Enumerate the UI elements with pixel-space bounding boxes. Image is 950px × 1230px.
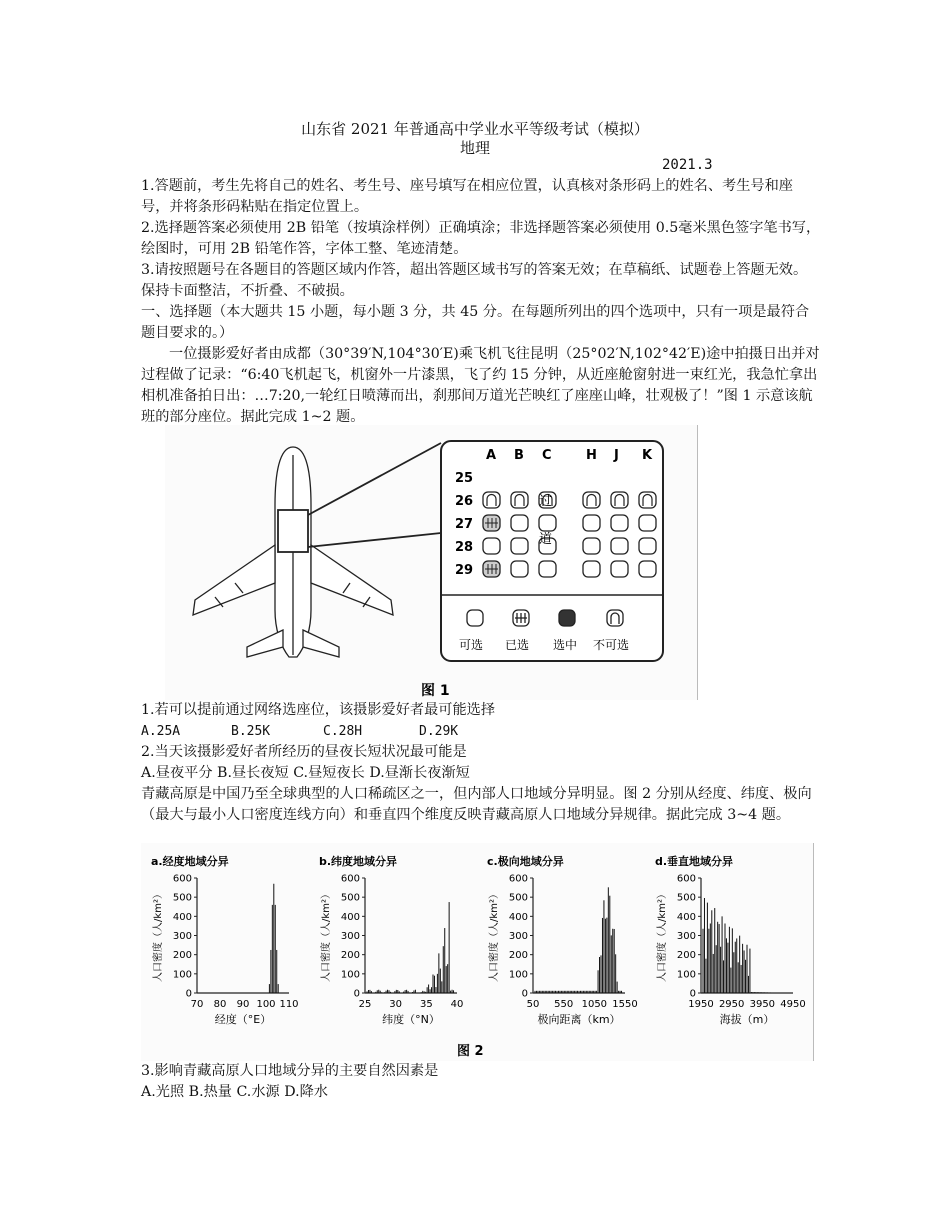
chart-y-tick-label: 100 [508,969,528,981]
q2-options: A.昼夜平分 B.昼长夜短 C.昼短夜长 D.昼渐长夜渐短 [141,765,470,781]
seat [511,561,528,577]
seat-col-label: J [614,448,619,463]
instruction-2: 2.选择题答案必须使用 2B 铅笔（按填涂样例）正确填涂；非选择题答案必须使用 0.5毫米黑色签字笔书写，绘图时，可用 2B 铅笔作答，字体工整、笔迹清楚。 [141,220,821,257]
chart-x-tick-label: 70 [190,999,204,1010]
chart-panel [319,854,463,1026]
chart-y-tick-label: 600 [340,873,360,885]
chart-panel-title: b.纬度地域分异 [319,855,398,868]
chart-y-tick-label: 300 [676,931,696,942]
legend-taken: 已选 [505,638,530,652]
seat [539,561,556,577]
chart-x-tick-label: 25 [358,999,372,1010]
chart-y-tick-label: 300 [508,931,528,942]
seat [639,515,656,531]
chart-y-tick-label: 500 [340,892,360,904]
passage-2-text: 青藏高原是中国乃至全球典型的人口稀疏区之一，但内部人口地域分异明显。图 2 分别从经度、纬度、极向（最大与最小人口密度连线方向）和垂直四个维度反映青藏高原人口地域分异规律。据此完成 3~4 题。 [141,786,812,823]
passage-2 [141,784,831,826]
chart-x-tick-label: 30 [389,999,403,1010]
seat-row-label: 28 [455,540,474,555]
chart-y-tick-label: 600 [172,873,192,885]
seat [611,515,628,531]
aisle-label-bottom: 道 [539,532,553,547]
chart-panel [487,854,638,1026]
chart-y-axis-label: 人口密度（人/km²） [657,889,668,982]
seat-col-label: K [642,448,653,463]
chart-y-tick-label: 400 [172,911,192,923]
chart-y-tick-label: 600 [676,873,696,885]
seat-col-label: H [586,448,597,463]
q1-option-d: D.29K [419,724,459,739]
chart-x-tick-label: 100 [256,999,276,1010]
chart-x-axis-label: 海拔（m） [719,1013,775,1026]
q2-stem: 2.当天该摄影爱好者所经历的昼夜长短状况最可能是 [141,744,467,760]
chart-y-tick-label: 100 [172,969,192,981]
exam-title: 山东省 2021 年普通高中学业水平等级考试（模拟） [301,120,649,138]
seat-col-label: C [542,448,552,463]
chart-x-tick-label: 1950 [688,999,714,1010]
figure-2 [141,843,814,1061]
section-heading: 一、选择题（本大题共 15 小题，每小题 3 分，共 45 分。在每题所列出的四个选项中，只有一项是最符合题目要求的。） [141,304,810,341]
chart-x-tick-label: 90 [236,999,250,1010]
chart-y-tick-label: 500 [508,892,528,904]
chart-x-tick-label: 50 [526,999,540,1010]
seat [611,561,628,577]
chart-x-tick-label: 80 [213,999,227,1010]
chart-y-tick-label: 0 [521,988,528,1000]
legend-unavailable: 不可选 [593,638,630,652]
seat [583,538,600,554]
chart-y-tick-label: 200 [508,950,528,962]
seat [611,538,628,554]
seat-row-label: 26 [455,494,474,509]
aisle-label-top: 过 [539,494,553,509]
chart-y-tick-label: 400 [508,911,528,923]
chart-y-tick-label: 200 [676,950,696,962]
chart-y-tick-label: 500 [172,892,192,904]
chart-x-tick-label: 110 [279,999,299,1010]
question-3 [141,1061,821,1103]
seat [583,561,600,577]
q1-stem: 1.若可以提前通过网络选座位，该摄影爱好者最可能选择 [141,702,496,718]
chart-y-tick-label: 600 [508,873,528,885]
figure-1-svg [165,425,697,700]
chart-x-tick-label: 3950 [749,999,776,1010]
chart-x-axis-label: 极向距离（km） [537,1013,621,1026]
instruction-3: 3.请按照题号在各题目的答题区域内作答，超出答题区域书写的答案无效；在草稿纸、试题卷上答题无效。保持卡面整洁，不折叠、不破损。 [141,262,808,299]
chart-y-axis-label: 人口密度（人/km²） [489,889,500,982]
figure-2-svg [141,843,813,1061]
legend-available-icon [467,610,483,626]
chart-y-tick-label: 200 [172,950,192,962]
seat [639,538,656,554]
chart-panel [655,854,806,1026]
chart-x-axis-label: 经度（°E） [214,1013,272,1026]
chart-x-tick-label: 1050 [581,999,608,1010]
seat [511,515,528,531]
seat-col-label: B [514,448,524,463]
chart-panel-title: c.极向地域分异 [487,855,564,868]
instructions [141,176,821,428]
chart-y-tick-label: 300 [340,931,360,942]
seat-row-label: 29 [455,563,474,578]
chart-y-tick-label: 400 [676,911,696,923]
seat-col-label: A [486,448,497,463]
airplane-icon [193,443,441,657]
q1-option-c: C.28H [323,724,363,739]
chart-x-tick-label: 35 [419,999,433,1010]
seat [639,561,656,577]
chart-y-axis-label: 人口密度（人/km²） [153,889,164,982]
q3-options: A.光照 B.热量 C.水源 D.降水 [141,1084,328,1100]
seat [511,538,528,554]
chart-x-tick-label: 2950 [718,999,745,1010]
seat [483,538,500,554]
exam-date: 2021.3 [662,157,713,173]
seat [583,515,600,531]
chart-y-tick-label: 500 [676,892,696,904]
passage-1: 一位摄影爱好者由成都（30°39′N,104°30′E)乘飞机飞往昆明（25°02′N,102°42′E)途中拍摄日出并对过程做了记录：“6:40飞机起飞，机窗外一片漆黑，飞了约 15 分钟，从近座舱窗射进一束红光，我急忙拿出相机准备拍日出：…7:20,一轮红日喷薄而出，刹那间万道光芒映红了座座山峰，壮观极了！”图 1 示意该航班的部分座位。据此完成 1~2 题。 [141,346,820,425]
seat [539,515,556,531]
chart-y-tick-label: 300 [172,931,192,942]
chart-y-tick-label: 0 [185,988,192,1000]
chart-panel [151,854,299,1026]
figure-1-caption: 图 1 [421,683,450,699]
chart-y-tick-label: 0 [689,988,696,1000]
legend-selected-icon [559,610,575,626]
chart-x-tick-label: 40 [450,999,464,1010]
chart-x-tick-label: 1550 [612,999,638,1010]
instruction-1: 1.答题前，考生先将自己的姓名、考生号、座号填写在相应位置，认真核对条形码上的姓名、考生号和座号，并将条形码粘贴在指定位置上。 [141,178,793,215]
chart-x-tick-label: 550 [554,999,574,1010]
exam-subject: 地理 [459,139,490,157]
zoom-box [278,510,308,552]
chart-y-axis-label: 人口密度（人/km²） [321,889,332,982]
q3-stem: 3.影响青藏高原人口地域分异的主要自然因素是 [141,1063,439,1079]
chart-y-tick-label: 200 [340,950,360,962]
questions-1-2 [141,700,821,784]
figure-2-caption: 图 2 [457,1044,484,1059]
chart-panel-title: a.经度地域分异 [151,855,229,868]
chart-x-tick-label: 4950 [780,999,806,1010]
chart-x-axis-label: 纬度（°N） [382,1013,440,1026]
chart-y-tick-label: 100 [340,969,360,981]
seat-row-label: 25 [455,471,474,486]
chart-y-tick-label: 400 [340,911,360,923]
chart-panel-title: d.垂直地域分异 [655,855,734,868]
chart-y-tick-label: 0 [353,988,360,1000]
legend-available: 可选 [459,638,484,652]
q1-option-b: B.25K [231,724,271,739]
chart-y-tick-label: 100 [676,969,696,981]
seat-row-label: 27 [455,517,474,532]
figure-1 [165,425,698,700]
q1-option-a: A.25A [141,724,181,739]
legend-selected: 选中 [553,638,578,652]
q1-options [141,721,821,742]
